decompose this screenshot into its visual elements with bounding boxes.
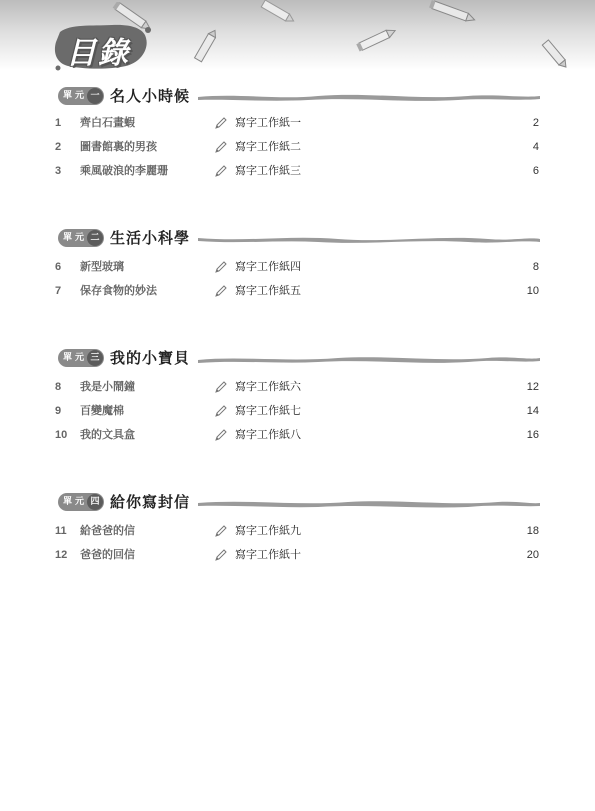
lesson-number: 9 (55, 405, 62, 417)
lesson-number: 2 (55, 141, 62, 153)
pencil-icon (214, 405, 227, 418)
page-number: 14 (526, 405, 539, 417)
unit-badge (58, 87, 104, 105)
page-number: 20 (526, 549, 539, 561)
unit-badge-char: 單 (62, 91, 72, 101)
pencil-icon (214, 549, 227, 562)
unit-title: 名人小時候 (110, 87, 191, 105)
lesson-title: 爸爸的回信 (80, 548, 135, 561)
lesson-number: 11 (55, 525, 67, 537)
lesson-number: 8 (55, 381, 62, 393)
toc-entry[interactable] (0, 163, 595, 179)
worksheet-label: 寫字工作紙八 (235, 428, 301, 441)
lesson-title: 我的文具盒 (80, 428, 135, 441)
unit-title: 給你寫封信 (110, 493, 191, 511)
unit-badge (58, 349, 104, 367)
worksheet-label: 寫字工作紙一 (235, 116, 301, 129)
unit-badge-char: 單 (62, 233, 72, 243)
lesson-number: 1 (55, 117, 62, 129)
unit-title: 我的小寶貝 (110, 349, 191, 367)
lesson-title: 給爸爸的信 (80, 524, 135, 537)
page-number: 4 (532, 141, 539, 153)
page-title: 目錄 (66, 36, 130, 71)
lesson-title: 圖書館裏的男孩 (80, 140, 157, 153)
worksheet-label: 寫字工作紙五 (235, 284, 301, 297)
pencil-icon (214, 261, 227, 274)
toc-entry[interactable] (0, 139, 595, 155)
worksheet-label: 寫字工作紙十 (235, 548, 301, 561)
page-title-block (52, 22, 152, 72)
unit-badge-char: 元 (74, 233, 84, 243)
page-number: 18 (526, 525, 539, 537)
unit-badge-char: 單 (62, 497, 72, 507)
lesson-title: 我是小鬧鐘 (80, 380, 135, 393)
pencil-icon (214, 117, 227, 130)
unit-header (58, 227, 548, 249)
lesson-title: 齊白石畫蝦 (80, 116, 135, 129)
unit-badge-char: 元 (74, 353, 84, 363)
page-number: 16 (526, 429, 539, 441)
unit-header (58, 85, 548, 107)
pencil-icon (190, 26, 222, 66)
pencil-icon (214, 381, 227, 394)
toc-entry[interactable] (0, 115, 595, 131)
pencil-icon (214, 525, 227, 538)
toc-entry[interactable] (0, 523, 595, 539)
pencil-icon (214, 141, 227, 154)
brush-stroke-divider (198, 233, 540, 245)
pencil-icon (214, 285, 227, 298)
unit-badge (58, 229, 104, 247)
lesson-number: 10 (55, 429, 68, 441)
worksheet-label: 寫字工作紙九 (235, 524, 301, 537)
unit-badge-char: 元 (74, 497, 84, 507)
brush-stroke-divider (198, 497, 540, 509)
worksheet-label: 寫字工作紙三 (235, 164, 301, 177)
page-number: 2 (532, 117, 539, 129)
page-number: 8 (532, 261, 539, 273)
toc-entry[interactable] (0, 379, 595, 395)
unit-number: 二 (87, 230, 103, 246)
lesson-title: 乘風破浪的李麗珊 (80, 164, 168, 177)
pencil-icon (355, 26, 399, 52)
lesson-title: 新型玻璃 (80, 260, 124, 273)
brush-stroke-divider (198, 91, 540, 103)
unit-title: 生活小科學 (110, 229, 191, 247)
worksheet-label: 寫字工作紙四 (235, 260, 301, 273)
unit-header (58, 491, 548, 513)
pencil-icon (214, 429, 227, 442)
pencil-icon (538, 36, 572, 72)
worksheet-label: 寫字工作紙七 (235, 404, 301, 417)
toc-entry[interactable] (0, 283, 595, 299)
unit-number: 一 (87, 88, 103, 104)
pencil-icon (258, 0, 298, 24)
brush-stroke-divider (198, 353, 540, 365)
lesson-number: 7 (55, 285, 62, 297)
lesson-number: 12 (55, 549, 68, 561)
unit-badge (58, 493, 104, 511)
toc-entry[interactable] (0, 427, 595, 443)
toc-entry[interactable] (0, 259, 595, 275)
lesson-title: 百變魔棉 (80, 404, 124, 417)
pencil-icon (428, 0, 478, 24)
unit-number: 三 (87, 350, 103, 366)
page-number: 10 (526, 285, 539, 297)
pencil-icon (214, 165, 227, 178)
lesson-number: 6 (55, 261, 62, 273)
lesson-title: 保存食物的妙法 (80, 284, 157, 297)
unit-header (58, 347, 548, 369)
unit-badge-char: 元 (74, 91, 84, 101)
worksheet-label: 寫字工作紙二 (235, 140, 301, 153)
page-number: 12 (526, 381, 539, 393)
toc-entry[interactable] (0, 547, 595, 563)
unit-number: 四 (87, 494, 103, 510)
toc-entry[interactable] (0, 403, 595, 419)
page-number: 6 (532, 165, 539, 177)
lesson-number: 3 (55, 165, 62, 177)
worksheet-label: 寫字工作紙六 (235, 380, 301, 393)
unit-badge-char: 單 (62, 353, 72, 363)
